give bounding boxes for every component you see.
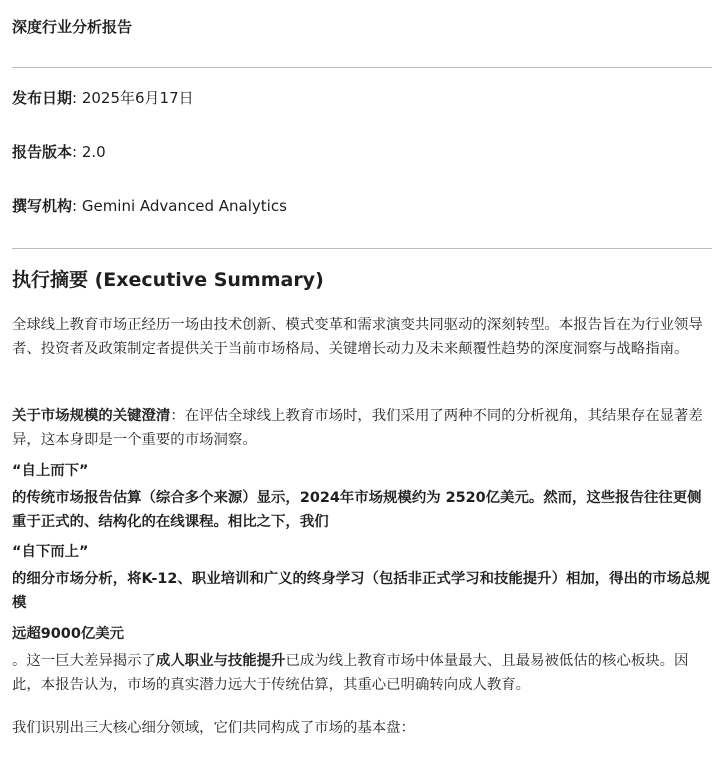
clarify-text: ：在评估全球线上教育市场时，我们采用了两种不同的分析视角，其结果存在显著差异，这本身即是一个重要的市场洞察。	[12, 408, 703, 448]
bottomup-text: 的细分市场分析，将K-12、职业培训和广义的终身学习（包括非正式学习和技能提升）相加，得出的市场总规模	[12, 571, 710, 611]
conclusion-paragraph	[12, 649, 712, 697]
section-heading: 执行摘要 (Executive Summary)	[12, 269, 324, 291]
topdown-label: “自上而下”	[12, 463, 89, 479]
divider	[12, 248, 712, 249]
segments-intro: 我们识别出三大核心细分领域，它们共同构成了市场的基本盘：	[12, 720, 415, 736]
meta-value: : 2025年6月17日	[72, 89, 194, 107]
meta-label: 报告版本	[12, 143, 73, 161]
meta-publish-date	[12, 87, 194, 109]
meta-value: : 2.0	[72, 143, 106, 161]
intro-paragraph: 全球线上教育市场正经历一场由技术创新、模式变革和需求演变共同驱动的深刻转型。本报告旨在为行业领导者、投资者及政策制定者提供关于当前市场格局、关键增长动力及未来颠覆性趋势的深度洞察与战略指南。	[12, 317, 703, 357]
market-size-clarification	[12, 404, 712, 452]
conclusion-highlight: 成人职业与技能提升	[155, 653, 286, 669]
page-title: 深度行业分析报告	[12, 18, 133, 36]
conclusion-text: 。这一巨大差异揭示了	[12, 653, 156, 669]
divider	[12, 67, 712, 68]
clarify-label: 关于市场规模的关键澄清	[12, 408, 171, 424]
meta-label: 撰写机构	[12, 197, 73, 215]
conclusion-text: 已成为线上教育市场中体量最大、且最易被低估的核心板块。因此，本报告认为，市场的真实潜力远大于传统估算，其重心已明确转向成人教育。	[12, 653, 689, 693]
bottomup-label: “自下而上”	[12, 544, 89, 560]
meta-report-version	[12, 141, 106, 163]
meta-value: : Gemini Advanced Analytics	[72, 197, 287, 215]
meta-author-org	[12, 195, 287, 217]
market-total-label: 远超9000亿美元	[12, 626, 125, 642]
topdown-text: 的传统市场报告估算（综合多个来源）显示，2024年市场规模约为 2520亿美元。然而，这些报告往往更侧重于正式的、结构化的在线课程。相比之下，我们	[12, 490, 702, 530]
meta-label: 发布日期	[12, 89, 73, 107]
